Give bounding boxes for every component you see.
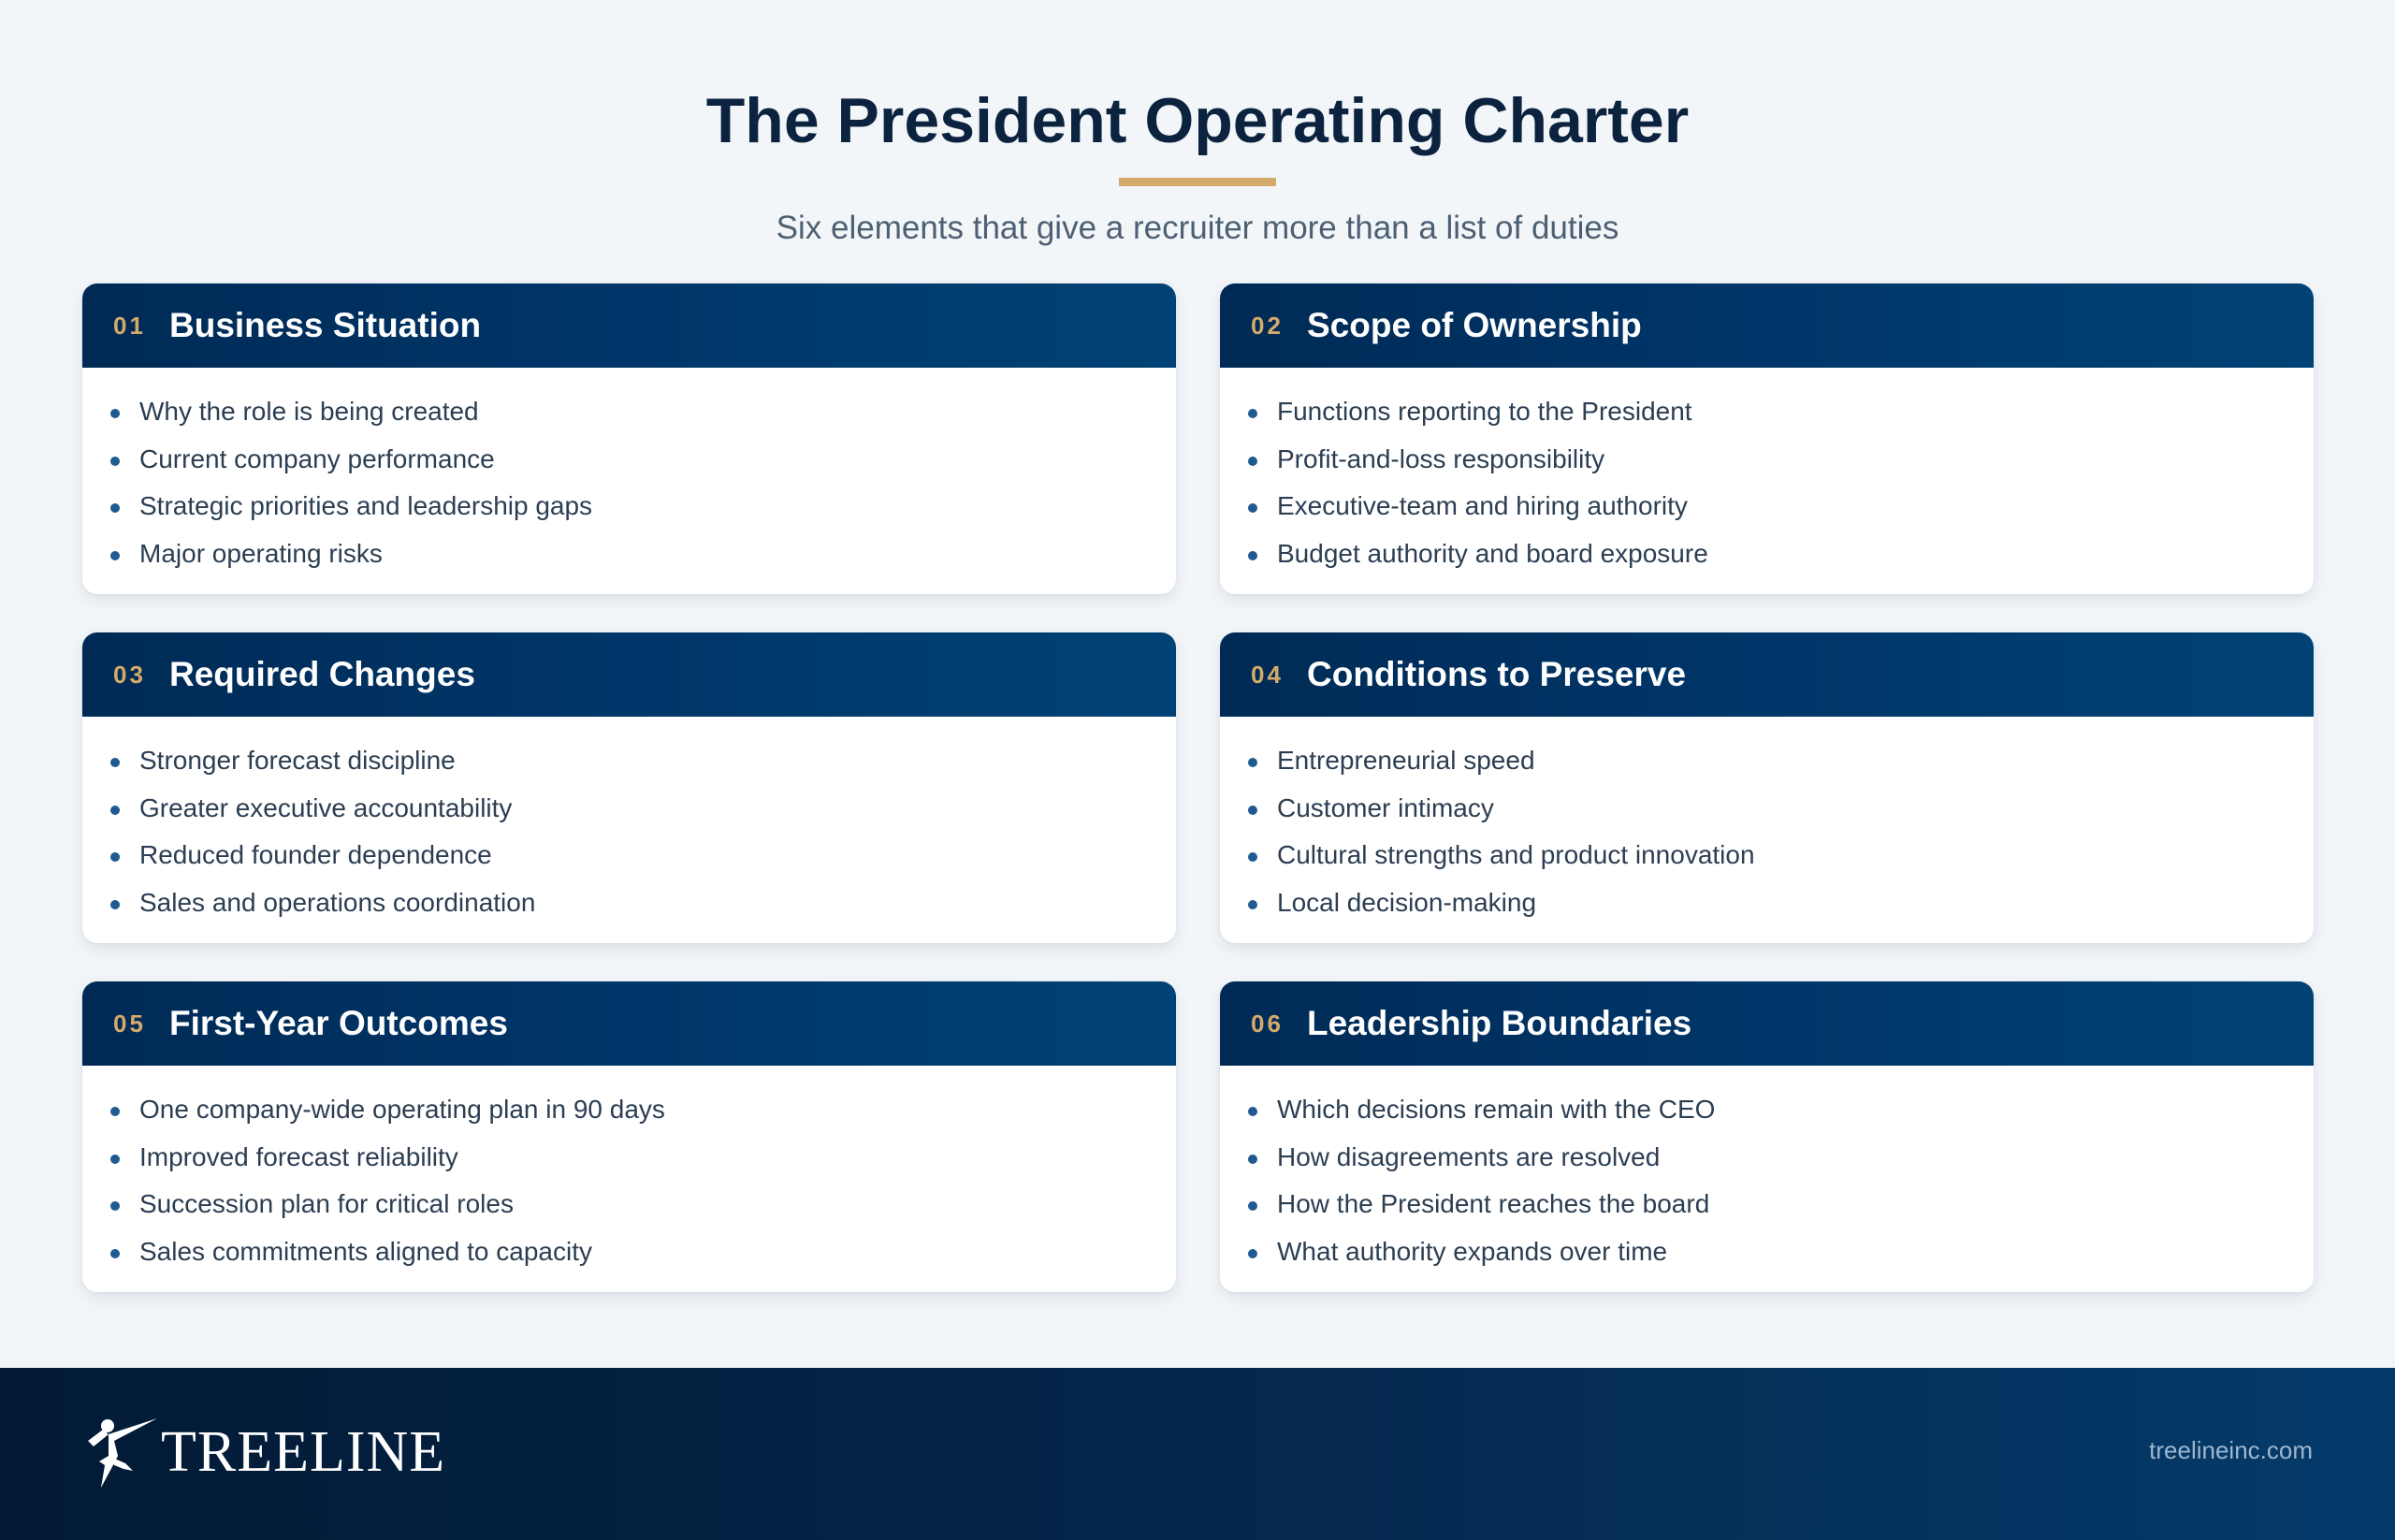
card-number: 03 <box>113 661 146 689</box>
list-item: Cultural strengths and product innovation <box>1248 832 2314 879</box>
list-item: How disagreements are resolved <box>1248 1134 2314 1182</box>
list-item: Local decision-making <box>1248 879 2314 927</box>
card-header <box>82 981 1176 1066</box>
brand-wordmark: TREELINE <box>161 1420 446 1484</box>
list-item: Entrepreneurial speed <box>1248 737 2314 785</box>
card-required-changes <box>82 632 1176 943</box>
card-conditions-to-preserve <box>1220 632 2314 943</box>
list-item: Budget authority and board exposure <box>1248 530 2314 578</box>
card-list <box>82 1066 1176 1275</box>
list-item: Current company performance <box>110 436 1176 484</box>
card-list <box>82 368 1176 577</box>
card-list <box>1220 368 2314 577</box>
card-title: Business Situation <box>169 306 482 344</box>
list-item: Stronger forecast discipline <box>110 737 1176 785</box>
card-number: 05 <box>113 1010 146 1038</box>
list-item: Greater executive accountability <box>110 785 1176 833</box>
card-header <box>1220 981 2314 1066</box>
runner-logo-icon <box>80 1415 157 1489</box>
footer <box>0 1368 2395 1540</box>
card-header <box>1220 283 2314 368</box>
card-title: Conditions to Preserve <box>1307 655 1687 693</box>
list-item: One company-wide operating plan in 90 days <box>110 1086 1176 1134</box>
card-first-year-outcomes <box>82 981 1176 1292</box>
card-header <box>82 632 1176 717</box>
card-business-situation <box>82 283 1176 594</box>
list-item: Strategic priorities and leadership gaps <box>110 483 1176 530</box>
list-item: Customer intimacy <box>1248 785 2314 833</box>
list-item: Why the role is being created <box>110 388 1176 436</box>
website-link[interactable]: treelineinc.com <box>2149 1436 2313 1464</box>
list-item: How the President reaches the board <box>1248 1181 2314 1228</box>
card-number: 04 <box>1251 661 1284 689</box>
page-subtitle: Six elements that give a recruiter more than a list of duties <box>776 210 1619 246</box>
list-item: What authority expands over time <box>1248 1228 2314 1276</box>
card-leadership-boundaries <box>1220 981 2314 1292</box>
card-list <box>1220 717 2314 926</box>
list-item: Functions reporting to the President <box>1248 388 2314 436</box>
list-item: Executive-team and hiring authority <box>1248 483 2314 530</box>
card-list <box>1220 1066 2314 1275</box>
card-number: 02 <box>1251 312 1284 340</box>
list-item: Which decisions remain with the CEO <box>1248 1086 2314 1134</box>
card-title: Leadership Boundaries <box>1307 1004 1692 1042</box>
list-item: Major operating risks <box>110 530 1176 578</box>
list-item: Reduced founder dependence <box>110 832 1176 879</box>
card-number: 01 <box>113 312 146 340</box>
brand-logo[interactable] <box>80 1415 445 1489</box>
card-header <box>82 283 1176 368</box>
list-item: Succession plan for critical roles <box>110 1181 1176 1228</box>
card-scope-of-ownership <box>1220 283 2314 594</box>
card-number: 06 <box>1251 1010 1284 1038</box>
list-item: Sales and operations coordination <box>110 879 1176 927</box>
card-list <box>82 717 1176 926</box>
card-title: Required Changes <box>169 655 475 693</box>
card-title: Scope of Ownership <box>1307 306 1642 344</box>
title-underline <box>1119 178 1276 186</box>
page-title: The President Operating Charter <box>705 85 1690 156</box>
card-title: First-Year Outcomes <box>169 1004 508 1042</box>
card-header <box>1220 632 2314 717</box>
list-item: Sales commitments aligned to capacity <box>110 1228 1176 1276</box>
list-item: Improved forecast reliability <box>110 1134 1176 1182</box>
list-item: Profit-and-loss responsibility <box>1248 436 2314 484</box>
